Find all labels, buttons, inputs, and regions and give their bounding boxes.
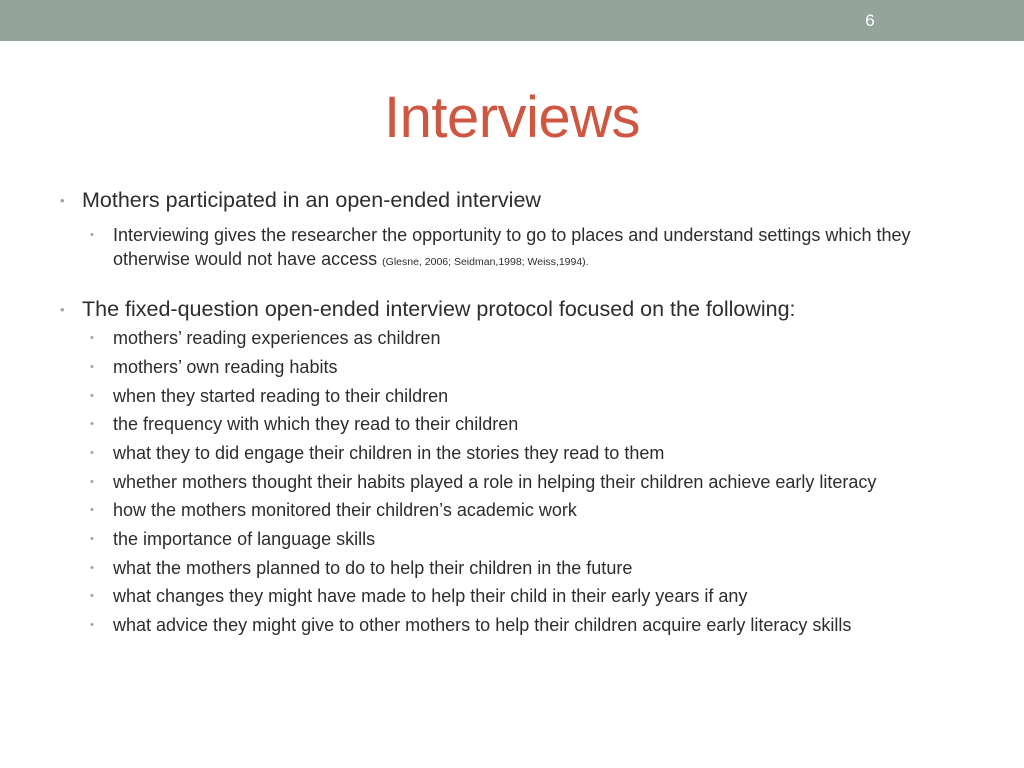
sub-bullet-text: what they to did engage their children in the stories they read to them xyxy=(113,443,665,463)
sub-bullet-text xyxy=(90,223,970,274)
sub-bullet-text: the importance of language skills xyxy=(113,529,376,549)
sub-bullet-text: how the mothers monitored their children’s academic work xyxy=(113,500,577,520)
bullet-dot-icon: • xyxy=(90,390,94,402)
bullet-dot-icon: • xyxy=(90,418,94,430)
bullet-item xyxy=(60,187,541,213)
sub-bullet-item xyxy=(90,498,577,522)
sub-bullet-item xyxy=(90,355,337,379)
bullet-dot-icon: • xyxy=(60,193,65,208)
sub-bullet-text: what advice they might give to other mothers to help their children acquire early literacy skills xyxy=(113,615,852,635)
sub-bullet-item xyxy=(90,584,747,608)
bullet-item xyxy=(60,296,796,322)
sub-bullet-text: the frequency with which they read to their children xyxy=(113,414,519,434)
sub-bullet-text: what changes they might have made to help their child in their early years if any xyxy=(113,586,748,606)
sub-bullet-text: mothers’ own reading habits xyxy=(113,357,338,377)
sub-bullet-item xyxy=(90,326,441,350)
bullet-text: The fixed-question open-ended interview protocol focused on the following: xyxy=(82,297,796,321)
sub-bullet-item xyxy=(90,412,518,436)
bullet-dot-icon: • xyxy=(60,302,65,317)
bullet-dot-icon: • xyxy=(90,332,94,344)
top-bar xyxy=(0,0,1024,41)
bullet-dot-icon: • xyxy=(90,619,94,631)
bullet-dot-icon: • xyxy=(90,476,94,488)
bullet-text: Mothers participated in an open-ended interview xyxy=(82,188,541,212)
sub-bullet-item xyxy=(90,384,448,408)
sub-bullet-item xyxy=(90,556,632,580)
sub-bullet-item xyxy=(90,527,375,551)
bullet-dot-icon: • xyxy=(90,361,94,373)
slide-title: Interviews xyxy=(383,85,641,150)
bullet-dot-icon: • xyxy=(90,504,94,516)
sub-bullet-item xyxy=(90,223,970,274)
sub-bullet-text: whether mothers thought their habits played a role in helping their children achieve early literacy xyxy=(113,472,877,492)
sub-bullet-text: what the mothers planned to do to help their children in the future xyxy=(113,558,633,578)
bullet-dot-icon: • xyxy=(90,533,94,545)
bullet-dot-icon: • xyxy=(90,562,94,574)
sub-bullet-text: when they started reading to their children xyxy=(113,386,449,406)
bullet-dot-icon: • xyxy=(90,229,94,241)
bullet-dot-icon: • xyxy=(90,447,94,459)
citation: (Glesne, 2006; Seidman,1998; Weiss,1994). xyxy=(382,256,589,268)
sub-bullet-item xyxy=(90,470,876,494)
sub-bullet-item xyxy=(90,441,664,465)
sub-bullet-item xyxy=(90,613,851,637)
slide-number: 6 xyxy=(865,11,875,30)
bullet-dot-icon: • xyxy=(90,590,94,602)
sub-bullet-text: mothers’ reading experiences as children xyxy=(113,328,441,348)
sub-bullet-body: Interviewing gives the researcher the opportunity to go to places and understand settings which they otherwise would not have access xyxy=(113,225,911,269)
